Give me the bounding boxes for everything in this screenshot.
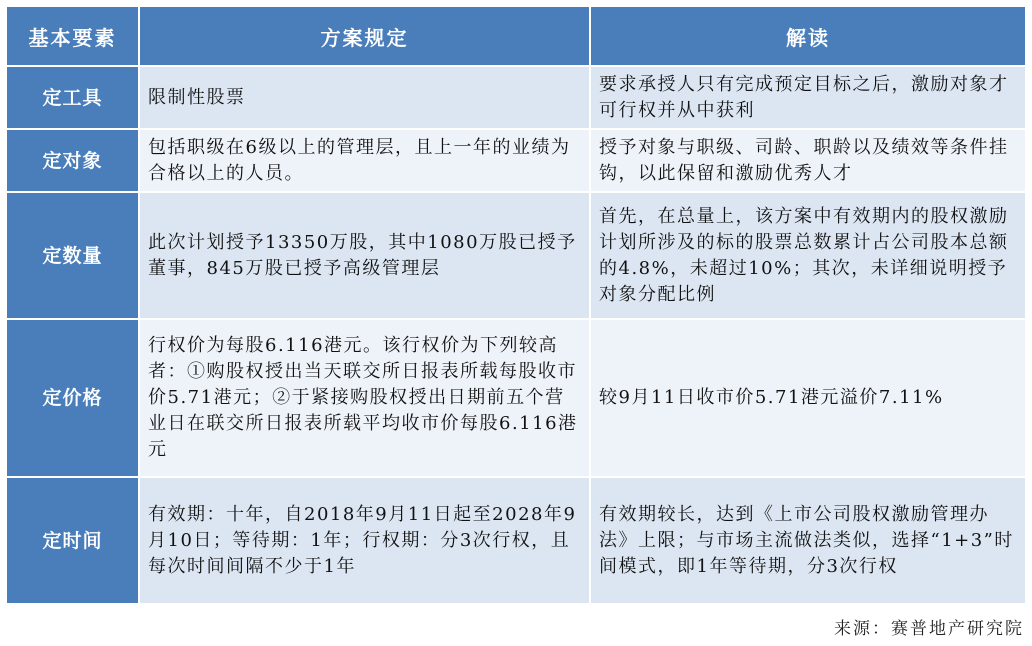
header-element: 基本要素	[6, 6, 139, 66]
table-row	[6, 319, 1026, 477]
row-interpretation: 首先，在总量上，该方案中有效期内的股权激励计划所涉及的标的股票总数累计占公司股本总额的4.8%，未超过10%；其次，未详细说明授予对象分配比例	[590, 192, 1026, 319]
header-row	[6, 6, 1026, 66]
source-note: 来源：赛普地产研究院	[834, 619, 1024, 639]
row-interpretation: 有效期较长，达到《上市公司股权激励管理办法》上限；与市场主流做法类似，选择“1+3”时间模式，即1年等待期，分3次行权	[590, 477, 1026, 604]
table-row	[6, 192, 1026, 319]
row-interpretation: 较9月11日收市价5.71港元溢价7.11%	[590, 319, 1026, 477]
row-provision: 限制性股票	[139, 66, 590, 129]
row-element: 定数量	[6, 192, 139, 319]
table-row	[6, 477, 1026, 604]
row-provision: 此次计划授予13350万股，其中1080万股已授予董事，845万股已授予高级管理层	[139, 192, 590, 319]
table-row	[6, 129, 1026, 192]
row-provision: 行权价为每股6.116港元。该行权价为下列较高者：①购股权授出当天联交所日报表所载每股收市价5.71港元；②于紧接购股权授出日期前五个营业日在联交所日报表所载平均收市价每股6.116港元	[139, 319, 590, 477]
row-element: 定时间	[6, 477, 139, 604]
row-provision: 有效期：十年，自2018年9月11日起至2028年9月10日；等待期：1年；行权期：分3次行权，且每次时间间隔不少于1年	[139, 477, 590, 604]
header-interpretation: 解读	[590, 6, 1026, 66]
row-interpretation: 授予对象与职级、司龄、职龄以及绩效等条件挂钩，以此保留和激励优秀人才	[590, 129, 1026, 192]
row-element: 定对象	[6, 129, 139, 192]
row-interpretation: 要求承授人只有完成预定目标之后，激励对象才可行权并从中获利	[590, 66, 1026, 129]
header-provision: 方案规定	[139, 6, 590, 66]
row-element: 定工具	[6, 66, 139, 129]
table-row	[6, 66, 1026, 129]
incentive-plan-table	[5, 5, 1027, 605]
row-element: 定价格	[6, 319, 139, 477]
row-provision: 包括职级在6级以上的管理层，且上一年的业绩为合格以上的人员。	[139, 129, 590, 192]
